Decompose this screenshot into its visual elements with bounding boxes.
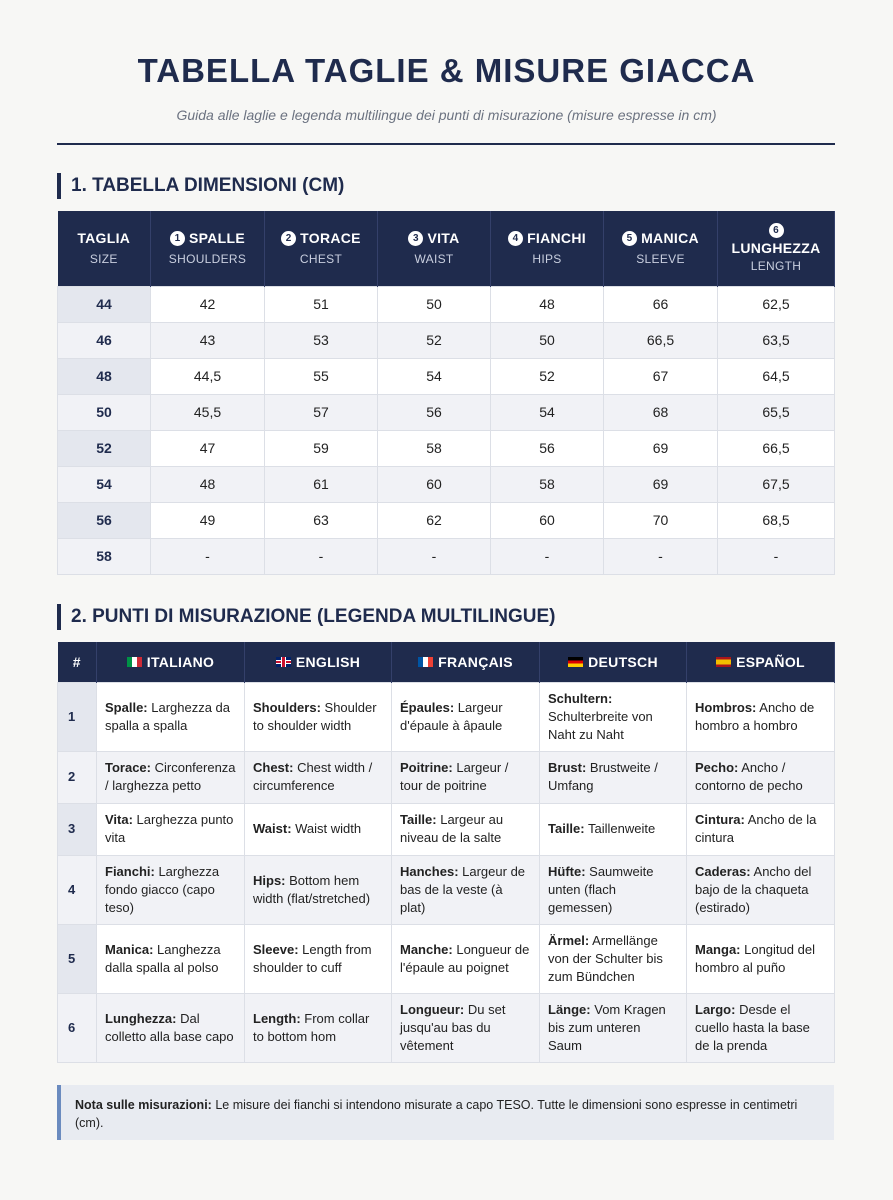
term-description: Ancho de hombro a hombro <box>695 699 815 733</box>
term-description: Longitud del hombro al puño <box>695 941 815 975</box>
term-description: Dal colletto alla base capo <box>105 1010 234 1044</box>
col-header-english <box>245 642 392 682</box>
term-description: Ancho del bajo de la chaqueta (estirado) <box>695 863 812 915</box>
table-row <box>58 466 835 502</box>
term-label: Manga: <box>695 941 741 957</box>
legend-row <box>58 993 835 1062</box>
col-header-number: # <box>58 642 97 682</box>
number-badge-icon: 2 <box>281 231 296 246</box>
legend-cell <box>97 924 245 993</box>
legend-cell <box>245 682 392 751</box>
term-description: Desde el cuello hasta la base de la prenda <box>695 1001 810 1053</box>
table-row <box>58 394 835 430</box>
table-cell: 60 <box>491 502 604 538</box>
legend-cell <box>97 682 245 751</box>
col-header-length <box>718 211 835 286</box>
term-label: Hombros: <box>695 699 757 715</box>
col-header-label: FIANCHI <box>527 230 586 247</box>
table-cell: 43 <box>151 322 265 358</box>
table-row <box>58 502 835 538</box>
term-description: Larghezza punto vita <box>105 812 234 845</box>
col-header-chest <box>265 211 378 286</box>
term-label: Brust: <box>548 760 587 775</box>
term-description: Larghezza fondo giacco (capo teso) <box>105 863 220 915</box>
size-cell: 46 <box>58 322 151 358</box>
section-title-measurement-points: 2. PUNTI DI MISURAZIONE (LEGENDA MULTILINGUE) <box>57 604 556 630</box>
table-cell: 57 <box>265 394 378 430</box>
row-number: 6 <box>58 993 97 1062</box>
col-header-sleeve <box>604 211 718 286</box>
term-description: Ancho de la cintura <box>695 812 817 845</box>
table-cell: 56 <box>491 430 604 466</box>
size-cell: 50 <box>58 394 151 430</box>
table-cell: 62 <box>378 502 491 538</box>
term-description: Waist width <box>291 821 362 836</box>
col-header-shoulders <box>151 211 265 286</box>
col-header-size <box>58 211 151 286</box>
col-header-label: TAGLIA <box>77 230 131 247</box>
legend-cell <box>245 751 392 803</box>
term-description: Length from shoulder to cuff <box>253 941 372 975</box>
legend-cell <box>392 855 540 924</box>
term-label: Shoulders: <box>253 699 321 715</box>
legend-cell <box>392 803 540 855</box>
legend-cell <box>687 993 835 1062</box>
row-number: 2 <box>58 751 97 803</box>
col-header-label: DEUTSCH <box>588 653 658 670</box>
col-header-espanol <box>687 642 835 682</box>
table-cell: 63,5 <box>718 322 835 358</box>
germany-flag-icon <box>568 657 583 667</box>
legend-row <box>58 924 835 993</box>
term-label: Caderas: <box>695 863 751 879</box>
table-cell: 66,5 <box>604 322 718 358</box>
term-label: Taille: <box>400 812 437 827</box>
table-cell: - <box>151 538 265 574</box>
legend-row <box>58 803 835 855</box>
col-header-italiano <box>97 642 245 682</box>
legend-cell <box>245 924 392 993</box>
legend-row <box>58 751 835 803</box>
size-table-header-row <box>58 211 835 286</box>
legend-cell <box>392 751 540 803</box>
col-header-sublabel: WAIST <box>414 252 454 267</box>
table-cell: 59 <box>265 430 378 466</box>
legend-cell <box>245 855 392 924</box>
term-description: Longueur de l'épaule au poignet <box>400 941 530 975</box>
col-header-sublabel: SHOULDERS <box>168 252 247 267</box>
col-header-sublabel: LENGTH <box>750 259 802 274</box>
col-header-deutsch <box>540 642 687 682</box>
term-description: Largeur / tour de poitrine <box>400 760 509 793</box>
table-cell: 45,5 <box>151 394 265 430</box>
term-description: Vom Kragen bis zum unteren Saum <box>548 1001 666 1053</box>
col-header-label: ENGLISH <box>295 653 361 670</box>
legend-cell <box>245 993 392 1062</box>
legend-cell <box>540 993 687 1062</box>
section-title-dimensions: 1. TABELLA DIMENSIONI (CM) <box>57 173 344 199</box>
table-cell: 58 <box>491 466 604 502</box>
term-label: Schultern: <box>548 690 613 706</box>
header-divider <box>57 143 835 145</box>
table-cell: 49 <box>151 502 265 538</box>
france-flag-icon <box>418 657 433 667</box>
table-cell: 66,5 <box>718 430 835 466</box>
table-cell: 55 <box>265 358 378 394</box>
col-header-label: FRANÇAIS <box>438 653 513 670</box>
term-description: Circonferenza / larghezza petto <box>105 760 236 793</box>
term-label: Torace: <box>105 760 151 775</box>
term-description: Largeur de bas de la veste (à plat) <box>400 863 526 915</box>
term-label: Hanches: <box>400 863 459 879</box>
size-cell: 54 <box>58 466 151 502</box>
term-description: Larghezza da spalla a spalla <box>105 699 231 733</box>
col-header-waist <box>378 211 491 286</box>
table-row <box>58 358 835 394</box>
col-header-francais <box>392 642 540 682</box>
term-description: Largeur au niveau de la salte <box>400 812 504 845</box>
legend-cell <box>392 924 540 993</box>
page-subtitle: Guida alle laglie e legenda multilingue dei punti di misurazione (misure espresse in cm) <box>176 107 717 123</box>
term-label: Fianchi: <box>105 863 155 879</box>
term-description: Saumweite unten (flach gemessen) <box>548 863 654 915</box>
table-row <box>58 430 835 466</box>
col-header-sublabel: CHEST <box>299 252 343 267</box>
legend-cell <box>97 803 245 855</box>
number-badge-icon: 1 <box>170 231 185 246</box>
number-badge-icon: 6 <box>769 223 784 238</box>
term-label: Poitrine: <box>400 760 453 775</box>
term-description: Shoulder to shoulder width <box>253 699 377 733</box>
term-label: Länge: <box>548 1001 591 1017</box>
size-cell: 44 <box>58 286 151 322</box>
term-label: Hüfte: <box>548 863 586 879</box>
number-badge-icon: 4 <box>508 231 523 246</box>
table-cell: 54 <box>378 358 491 394</box>
size-cell: 48 <box>58 358 151 394</box>
table-cell: 54 <box>491 394 604 430</box>
legend-cell <box>392 993 540 1062</box>
term-label: Manche: <box>400 941 453 957</box>
table-cell: 52 <box>378 322 491 358</box>
term-label: Longueur: <box>400 1001 465 1017</box>
term-label: Lunghezza: <box>105 1010 177 1026</box>
term-label: Largo: <box>695 1001 736 1017</box>
size-cell: 52 <box>58 430 151 466</box>
italy-flag-icon <box>127 657 142 667</box>
row-number: 1 <box>58 682 97 751</box>
term-description: From collar to bottom hom <box>253 1010 370 1044</box>
table-cell: 56 <box>378 394 491 430</box>
table-cell: 50 <box>491 322 604 358</box>
table-cell: - <box>718 538 835 574</box>
legend-header-row <box>58 642 835 682</box>
legend-cell <box>97 855 245 924</box>
term-description: Langhezza dalla spalla al polso <box>105 941 221 975</box>
term-description: Ancho / contorno de pecho <box>695 760 803 793</box>
legend-cell <box>97 751 245 803</box>
table-cell: 68,5 <box>718 502 835 538</box>
term-label: Vita: <box>105 812 133 827</box>
table-cell: 48 <box>491 286 604 322</box>
table-cell: - <box>265 538 378 574</box>
col-header-label: ESPAÑOL <box>736 653 805 670</box>
size-cell: 56 <box>58 502 151 538</box>
number-badge-icon: 5 <box>622 231 637 246</box>
term-label: Waist: <box>253 821 292 836</box>
table-cell: 42 <box>151 286 265 322</box>
table-cell: 53 <box>265 322 378 358</box>
term-label: Sleeve: <box>253 941 299 957</box>
term-description: Armellänge von der Schulter bis zum Bündchen <box>548 932 663 984</box>
size-table <box>57 211 835 575</box>
term-description: Schulterbreite von Naht zu Naht <box>548 708 653 742</box>
size-cell: 58 <box>58 538 151 574</box>
table-cell: 47 <box>151 430 265 466</box>
spain-flag-icon <box>716 657 731 667</box>
table-cell: 66 <box>604 286 718 322</box>
legend-row <box>58 682 835 751</box>
page-title: TABELLA TAGLIE & MISURE GIACCA <box>137 52 756 89</box>
term-label: Chest: <box>253 760 294 775</box>
legend-table <box>57 642 835 1063</box>
legend-cell <box>97 993 245 1062</box>
col-header-label: TORACE <box>300 230 361 247</box>
table-row <box>58 286 835 322</box>
col-header-hips <box>491 211 604 286</box>
table-cell: 52 <box>491 358 604 394</box>
term-description: Brustweite / Umfang <box>548 760 658 793</box>
table-cell: 67 <box>604 358 718 394</box>
term-description: Du set jusqu'au bas du vêtement <box>400 1001 506 1053</box>
col-header-sublabel: SLEEVE <box>636 252 685 267</box>
table-cell: - <box>491 538 604 574</box>
term-label: Manica: <box>105 941 154 957</box>
legend-cell <box>540 924 687 993</box>
col-header-label: LUNGHEZZA <box>731 240 821 257</box>
legend-cell <box>687 682 835 751</box>
table-cell: 65,5 <box>718 394 835 430</box>
table-cell: 69 <box>604 466 718 502</box>
legend-cell <box>687 855 835 924</box>
row-number: 4 <box>58 855 97 924</box>
legend-row <box>58 855 835 924</box>
uk-flag-icon <box>276 657 291 667</box>
table-row <box>58 538 835 574</box>
table-cell: 70 <box>604 502 718 538</box>
term-description: Bottom hem width (flat/stretched) <box>253 872 371 906</box>
col-header-label: VITA <box>427 230 460 247</box>
term-label: Length: <box>253 1010 301 1026</box>
table-cell: 48 <box>151 466 265 502</box>
term-label: Cintura: <box>695 812 745 827</box>
legend-cell <box>392 682 540 751</box>
table-cell: 64,5 <box>718 358 835 394</box>
table-cell: 68 <box>604 394 718 430</box>
legend-cell <box>540 803 687 855</box>
table-cell: 67,5 <box>718 466 835 502</box>
number-badge-icon: 3 <box>408 231 423 246</box>
col-header-label: SPALLE <box>189 230 245 247</box>
table-cell: 60 <box>378 466 491 502</box>
table-cell: - <box>378 538 491 574</box>
row-number: 3 <box>58 803 97 855</box>
legend-cell <box>687 803 835 855</box>
table-cell: - <box>604 538 718 574</box>
legend-cell <box>540 682 687 751</box>
row-number: 5 <box>58 924 97 993</box>
table-cell: 69 <box>604 430 718 466</box>
col-header-sublabel: HIPS <box>532 252 562 267</box>
term-description: Taillenweite <box>584 821 656 836</box>
table-row <box>58 322 835 358</box>
table-cell: 62,5 <box>718 286 835 322</box>
measurement-note <box>57 1085 834 1140</box>
term-label: Ärmel: <box>548 932 590 948</box>
table-cell: 50 <box>378 286 491 322</box>
legend-cell <box>687 924 835 993</box>
term-label: Spalle: <box>105 699 148 715</box>
term-description: Chest width / circumference <box>253 760 373 793</box>
table-cell: 61 <box>265 466 378 502</box>
term-label: Pecho: <box>695 760 739 775</box>
legend-cell <box>540 855 687 924</box>
table-cell: 58 <box>378 430 491 466</box>
term-label: Hips: <box>253 872 286 888</box>
col-header-sublabel: SIZE <box>89 252 118 267</box>
note-label: Nota sulle misurazioni: <box>75 1098 212 1112</box>
legend-cell <box>245 803 392 855</box>
col-header-label: MANICA <box>641 230 699 247</box>
note-text: Le misure dei fianchi si intendono misurate a capo TESO. Tutte le dimensioni sono espresse in centimetri (cm). <box>75 1098 798 1130</box>
term-description: Largeur d'épaule à âpaule <box>400 699 503 733</box>
table-cell: 44,5 <box>151 358 265 394</box>
legend-cell <box>687 751 835 803</box>
table-cell: 63 <box>265 502 378 538</box>
table-cell: 51 <box>265 286 378 322</box>
col-header-label: ITALIANO <box>146 653 215 670</box>
term-label: Épaules: <box>400 699 455 715</box>
term-label: Taille: <box>548 821 585 836</box>
legend-cell <box>540 751 687 803</box>
